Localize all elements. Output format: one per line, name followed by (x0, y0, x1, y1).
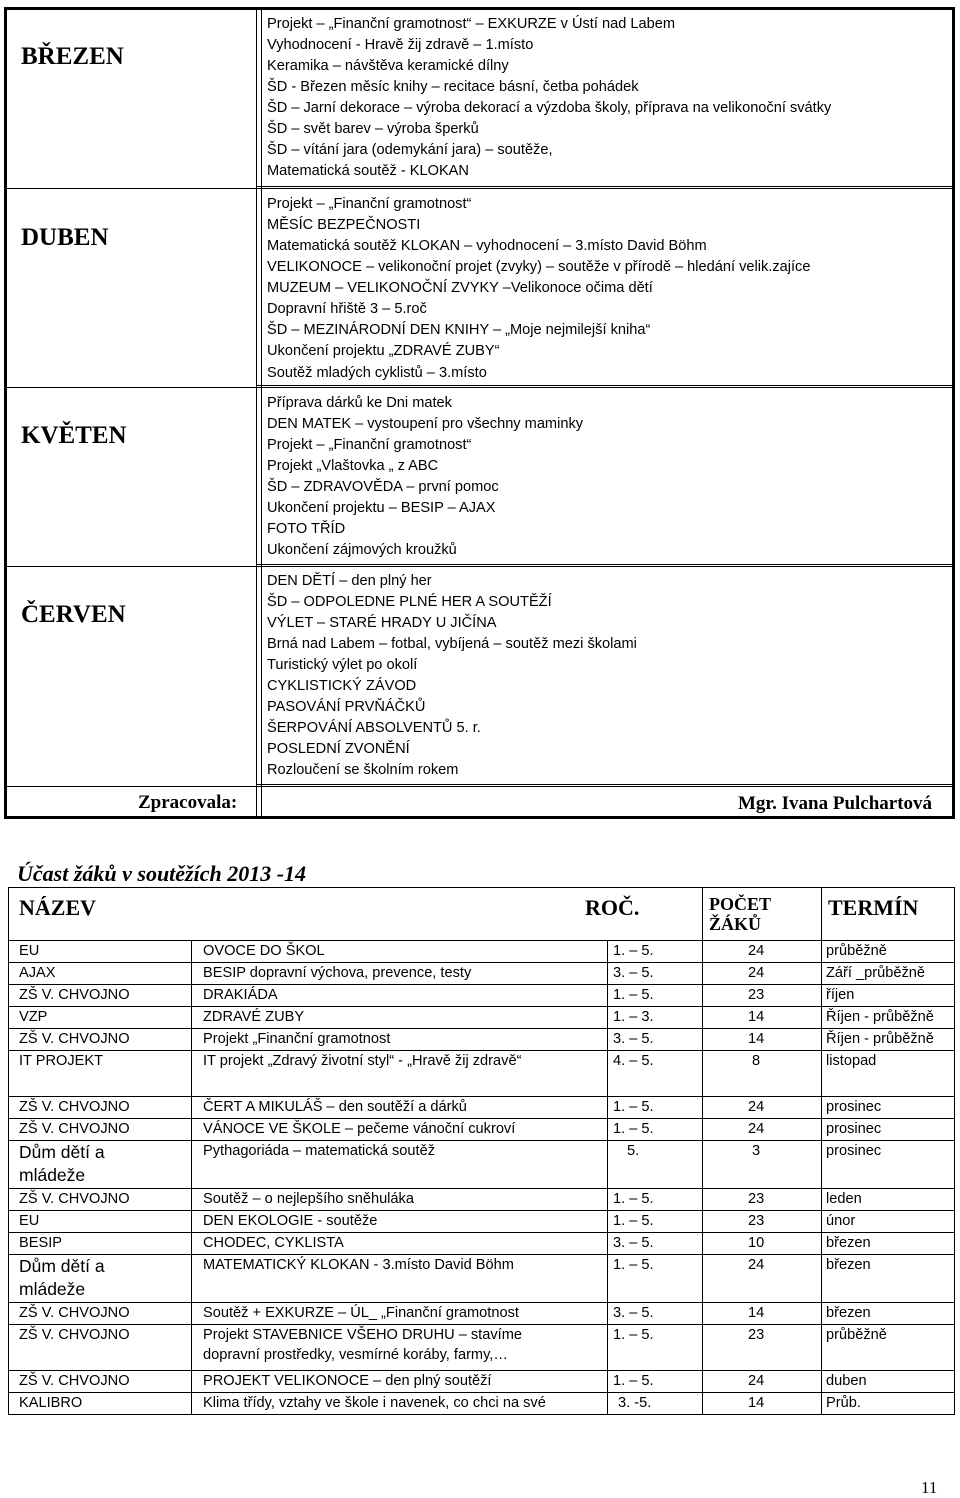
activity-line: Projekt – „Finanční gramotnost“ (267, 196, 472, 212)
count-cell: 14 (748, 1305, 765, 1321)
month-name: BŘEZEN (21, 43, 124, 70)
month-activities (262, 570, 952, 786)
organizer-cell: VZP (19, 1009, 48, 1025)
year-cell: 1. – 5. (613, 1373, 654, 1389)
count-cell: 24 (748, 1099, 765, 1115)
header-count-line1: POČET (709, 894, 772, 914)
year-cell: 1. – 5. (613, 1327, 654, 1343)
activity-line: Ukončení projektu – BESIP – AJAX (267, 500, 496, 516)
year-cell: 3. -5. (618, 1395, 652, 1411)
year-cell: 4. – 5. (613, 1053, 654, 1069)
year-cell: 1. – 5. (613, 987, 654, 1003)
activity-line: ŠD – svět barev – výroba šperků (267, 121, 479, 137)
author-name: Mgr. Ivana Pulchartová (738, 793, 933, 814)
count-cell: 14 (748, 1009, 765, 1025)
event-cell: ZDRAVÉ ZUBY (203, 1009, 305, 1025)
activity-line: Brná nad Labem – fotbal, vybíjená – soutěž mezi školami (267, 636, 637, 652)
organizer-cell: ZŠ V. CHVOJNO (19, 1191, 130, 1207)
term-cell: Průb. (826, 1395, 861, 1411)
year-cell: 1. – 5. (613, 1213, 654, 1229)
row-divider (7, 188, 952, 189)
count-cell: 8 (752, 1053, 761, 1069)
organizer-line: Dům dětí a (19, 1256, 105, 1276)
organizer-cell: ZŠ V. CHVOJNO (19, 987, 130, 1003)
activity-line: VELIKONOCE – velikonoční projet (zvyky) – soutěže v přírodě – hledání velik.zajíce (267, 259, 811, 275)
month-row-brezen (7, 10, 952, 188)
header-year: ROČ. (585, 895, 640, 920)
event-line: Projekt STAVEBNICE VŠEHO DRUHU – stavíme (203, 1327, 522, 1343)
activity-line: FOTO TŘÍD (267, 521, 346, 537)
term-cell: únor (826, 1213, 856, 1229)
event-cell: IT projekt „Zdravý životní styl“ - „Hravě žij zdravě“ (203, 1053, 522, 1069)
count-cell: 23 (748, 987, 765, 1003)
year-cell: 1. – 5. (613, 1191, 654, 1207)
year-cell: 1. – 3. (613, 1009, 654, 1025)
activity-line: VÝLET – STARÉ HRADY U JIČÍNA (267, 615, 497, 631)
organizer-cell: AJAX (19, 965, 56, 981)
term-cell: průběžně (826, 1327, 887, 1343)
header-count-line2: ŽÁKŮ (709, 914, 762, 934)
term-cell: průběžně (826, 943, 887, 959)
event-cell: Soutěž – o nejlepšího sněhuláka (203, 1191, 414, 1207)
count-cell: 23 (748, 1213, 765, 1229)
activity-line: MĚSÍC BEZPEČNOSTI (267, 217, 421, 233)
event-cell: VÁNOCE VE ŠKOLE – pečeme vánoční cukroví (203, 1121, 516, 1137)
organizer-cell (19, 1255, 105, 1301)
organizer-line: mládeže (19, 1279, 86, 1299)
organizer-cell: KALIBRO (19, 1395, 83, 1411)
activity-line: Matematická soutěž - KLOKAN (267, 163, 469, 179)
count-cell: 24 (748, 965, 765, 981)
count-cell: 24 (748, 1257, 765, 1273)
term-cell: březen (826, 1235, 871, 1251)
activity-line: Soutěž mladých cyklistů – 3.místo (267, 365, 487, 381)
activity-line: ŠD - Březen měsíc knihy – recitace básní, četba pohádek (267, 79, 639, 95)
count-cell: 23 (748, 1327, 765, 1343)
term-cell: březen (826, 1257, 871, 1273)
count-cell: 14 (748, 1031, 765, 1047)
organizer-cell (19, 1141, 105, 1187)
term-cell: leden (826, 1191, 862, 1207)
header-term: TERMÍN (828, 895, 919, 920)
activity-line: ŠD – Jarní dekorace – výroba dekorací a výzdoba školy, příprava na velikonoční svátky (267, 100, 832, 116)
activity-line: ŠD – ODPOLEDNE PLNÉ HER A SOUTĚŽÍ (267, 594, 552, 610)
event-cell: OVOCE DO ŠKOL (203, 943, 325, 959)
header-name: NÁZEV (19, 895, 97, 920)
competitions-title: Účast žáků v soutěžích 2013 -14 (17, 861, 307, 886)
month-row-kveten (7, 391, 952, 570)
activity-line: Ukončení zájmových kroužků (267, 542, 457, 558)
header-count (709, 894, 771, 934)
month-name: DUBEN (21, 224, 109, 251)
activity-line: Příprava dárků ke Dni matek (267, 395, 452, 411)
organizer-cell: IT PROJEKT (19, 1053, 104, 1069)
activity-line: CYKLISTICKÝ ZÁVOD (267, 678, 417, 694)
term-cell: duben (826, 1373, 867, 1389)
row-divider (7, 387, 952, 388)
event-cell: Klima třídy, vztahy ve škole i navenek, co chci na své (203, 1395, 546, 1411)
month-row-duben (7, 192, 952, 390)
year-cell: 1. – 5. (613, 943, 654, 959)
month-activities (262, 192, 952, 390)
organizer-cell: BESIP (19, 1235, 62, 1251)
row-divider (7, 566, 952, 567)
term-cell: prosinec (826, 1099, 882, 1115)
event-cell: ČERT A MIKULÁŠ – den soutěží a dárků (203, 1099, 467, 1115)
event-cell: DEN EKOLOGIE - soutěže (203, 1213, 378, 1229)
organizer-cell: ZŠ V. CHVOJNO (19, 1121, 130, 1137)
event-cell: BESIP dopravní výchova, prevence, testy (203, 965, 472, 981)
event-cell: PROJEKT VELIKONOCE – den plný soutěží (203, 1373, 492, 1389)
activity-line: Projekt – „Finanční gramotnost“ – EXKURZE v Ústí nad Labem (267, 16, 675, 32)
count-cell: 24 (748, 1373, 765, 1389)
page-number: 11 (921, 1478, 938, 1497)
organizer-cell: ZŠ V. CHVOJNO (19, 1373, 130, 1389)
organizer-line: Dům dětí a (19, 1142, 105, 1162)
term-cell: Září _průběžně (826, 965, 925, 981)
activity-line: Vyhodnocení - Hravě žij zdravě – 1.místo (267, 37, 534, 53)
term-cell: říjen (826, 987, 855, 1003)
month-row-cerven (7, 570, 952, 786)
activity-line: Ukončení projektu „ZDRAVÉ ZUBY“ (267, 343, 500, 359)
year-cell: 3. – 5. (613, 965, 654, 981)
activity-line: Matematická soutěž KLOKAN – vyhodnocení – 3.místo David Böhm (267, 238, 707, 254)
month-activities (262, 10, 952, 188)
activity-line: ŠERPOVÁNÍ ABSOLVENTŮ 5. r. (267, 720, 481, 736)
activity-line: ŠD – MEZINÁRODNÍ DEN KNIHY – „Moje nejmilejší kniha“ (267, 322, 651, 338)
activity-line: Projekt „Vlaštovka „ z ABC (267, 458, 439, 474)
row-divider (7, 786, 952, 787)
activity-line: PASOVÁNÍ PRVŇÁČKŮ (267, 699, 426, 715)
event-cell: Pythagoriáda – matematická soutěž (203, 1143, 436, 1159)
term-cell: březen (826, 1305, 871, 1321)
competitions-table (8, 887, 955, 1415)
monthly-plan-table (4, 7, 955, 819)
organizer-cell: ZŠ V. CHVOJNO (19, 1327, 130, 1343)
count-cell: 14 (748, 1395, 765, 1411)
activity-line: DEN MATEK – vystoupení pro všechny maminky (267, 416, 584, 432)
event-cell (203, 1325, 522, 1365)
event-cell: MATEMATICKÝ KLOKAN - 3.místo David Böhm (203, 1257, 514, 1273)
count-cell: 24 (748, 943, 765, 959)
event-cell: Soutěž + EXKURZE – ÚL_ „Finanční gramotnost (203, 1305, 519, 1321)
term-cell: prosinec (826, 1143, 882, 1159)
year-cell: 3. – 5. (613, 1235, 654, 1251)
month-name: ČERVEN (21, 601, 126, 628)
organizer-cell: ZŠ V. CHVOJNO (19, 1305, 130, 1321)
event-cell: Projekt „Finanční gramotnost (203, 1031, 391, 1047)
activity-line: Dopravní hřiště 3 – 5.roč (267, 301, 427, 317)
organizer-cell: EU (19, 1213, 40, 1229)
count-cell: 10 (748, 1235, 765, 1251)
organizer-line: mládeže (19, 1165, 86, 1185)
activity-line: Rozloučení se školním rokem (267, 762, 459, 778)
year-cell: 5. (627, 1143, 640, 1159)
term-cell: listopad (826, 1053, 877, 1069)
term-cell: Říjen - průběžně (826, 1009, 934, 1025)
organizer-cell: EU (19, 943, 40, 959)
year-cell: 1. – 5. (613, 1099, 654, 1115)
activity-line: Keramika – návštěva keramické dílny (267, 58, 509, 74)
term-cell: prosinec (826, 1121, 882, 1137)
year-cell: 1. – 5. (613, 1121, 654, 1137)
term-cell: Říjen - průběžně (826, 1031, 934, 1047)
activity-line: Projekt – „Finanční gramotnost“ (267, 437, 472, 453)
event-cell: CHODEC, CYKLISTA (203, 1235, 344, 1251)
activity-line: ŠD – vítání jara (odemykání jara) – soutěže, (267, 142, 553, 158)
event-cell: DRAKIÁDA (203, 987, 278, 1003)
month-activities (262, 391, 952, 570)
activity-line: Turistický výlet po okolí (267, 657, 418, 673)
count-cell: 3 (752, 1143, 761, 1159)
month-name: KVĚTEN (21, 422, 127, 449)
year-cell: 1. – 5. (613, 1257, 654, 1273)
count-cell: 24 (748, 1121, 765, 1137)
activity-line: DEN DĚTÍ – den plný her (267, 573, 432, 589)
year-cell: 3. – 5. (613, 1031, 654, 1047)
prepared-by-label: Zpracovala: (138, 792, 238, 813)
year-cell: 3. – 5. (613, 1305, 654, 1321)
activity-line: POSLEDNÍ ZVONĚNÍ (267, 741, 410, 757)
organizer-cell: ZŠ V. CHVOJNO (19, 1031, 130, 1047)
activity-line: ŠD – ZDRAVOVĚDA – první pomoc (267, 479, 499, 495)
activity-line: MUZEUM – VELIKONOČNÍ ZVYKY –Velikonoce očima dětí (267, 280, 653, 296)
organizer-cell: ZŠ V. CHVOJNO (19, 1099, 130, 1115)
event-line: dopravní prostředky, vesmírné koráby, farmy,… (203, 1347, 508, 1363)
count-cell: 23 (748, 1191, 765, 1207)
